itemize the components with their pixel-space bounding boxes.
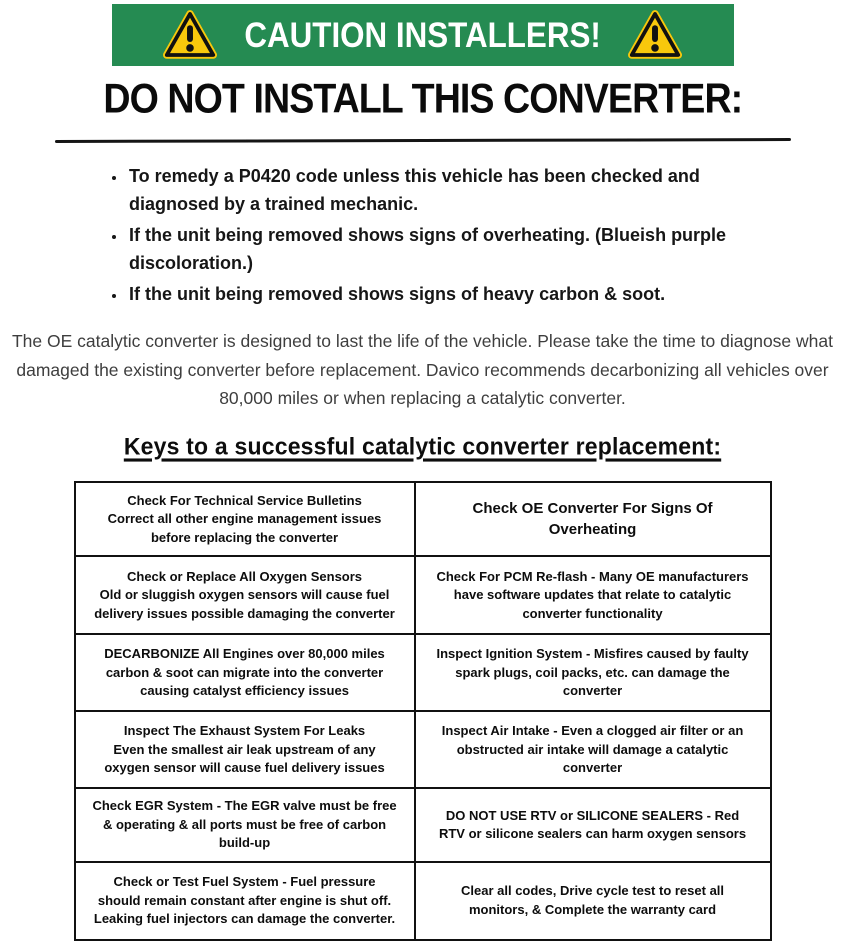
caution-banner bbox=[112, 4, 734, 66]
banner-title: CAUTION INSTALLERS! bbox=[244, 14, 601, 55]
table-cell bbox=[76, 863, 416, 939]
cell-title: Check or Replace All Oxygen Sensors bbox=[126, 568, 363, 584]
page-title: DO NOT INSTALL THIS CONVERTER: bbox=[103, 75, 742, 123]
cell-title: DO NOT USE RTV or SILICONE SEALERS - Red RTV or silicone sealers can harm oxygen sensors bbox=[438, 807, 747, 842]
keys-section-heading: Keys to a successful catalytic converter replacement: bbox=[123, 432, 722, 460]
intro-paragraph: The OE catalytic converter is designed to last the life of the vehicle. Please take the time to diagnose what damaged the existing converter before replacement. Davico recommends decarbonizing all vehicles over 80,000 miles or when replacing a catalytic converter. bbox=[11, 331, 833, 409]
cell-title: Check EGR System - The EGR valve must be free & operating & all ports must be free of carbon build-up bbox=[92, 798, 397, 851]
table-cell bbox=[416, 789, 770, 860]
warning-triangle-icon bbox=[163, 10, 217, 60]
cell-title: DECARBONIZE All Engines over 80,000 miles carbon & soot can migrate into the converter causing catalyst efficiency issues bbox=[104, 646, 385, 699]
bullet-text: If the unit being removed shows signs of overheating. (Blueish purple discoloration.) bbox=[129, 224, 727, 273]
cell-title: Clear all codes, Drive cycle test to reset all monitors, & Complete the warranty card bbox=[461, 883, 725, 917]
flyer-page bbox=[0, 4, 845, 927]
cell-title: Inspect The Exhaust System For Leaks bbox=[123, 723, 366, 739]
table-row bbox=[76, 789, 770, 862]
table-cell bbox=[416, 557, 770, 633]
table-row bbox=[76, 483, 770, 557]
table-cell bbox=[416, 712, 770, 787]
table-cell bbox=[416, 635, 770, 710]
cell-title: Inspect Air Intake - Even a clogged air filter or an obstructed air intake will damage a catalytic converter bbox=[441, 723, 744, 776]
keys-table bbox=[74, 481, 772, 940]
cell-desc: Old or sluggish oxygen sensors will cause fuel delivery issues possible damaging the converter bbox=[94, 587, 395, 621]
cell-title: Inspect Ignition System - Misfires caused by faulty spark plugs, coil packs, etc. can damage the converter bbox=[436, 646, 749, 699]
table-row bbox=[76, 557, 770, 635]
bullet-text: If the unit being removed shows signs of heavy carbon & soot. bbox=[129, 283, 666, 304]
cell-desc: Even the smallest air leak upstream of any oxygen sensor will cause fuel delivery issues bbox=[104, 741, 385, 776]
list-item bbox=[127, 163, 755, 219]
table-cell bbox=[76, 789, 416, 860]
table-row bbox=[76, 712, 770, 789]
table-cell bbox=[76, 483, 416, 555]
list-item bbox=[127, 222, 755, 278]
table-cell bbox=[76, 635, 416, 710]
warning-triangle-icon bbox=[628, 10, 682, 60]
table-cell bbox=[416, 483, 770, 555]
cell-title: Check For PCM Re-flash - Many OE manufacturers have software updates that relate to catalytic converter functionality bbox=[436, 568, 749, 621]
table-row bbox=[76, 863, 770, 939]
cell-title: Check or Test Fuel System - Fuel pressure should remain constant after engine is shut off. Leaking fuel injectors can damage the converter. bbox=[93, 874, 396, 927]
cell-desc: Correct all other engine management issues before replacing the converter bbox=[107, 511, 382, 545]
bullet-text: To remedy a P0420 code unless this vehicle has been checked and diagnosed by a trained mechanic. bbox=[129, 166, 700, 214]
list-item bbox=[127, 281, 755, 309]
cell-title: Check OE Converter For Signs Of Overheating bbox=[472, 500, 713, 539]
divider-line bbox=[54, 138, 790, 143]
table-cell bbox=[416, 863, 770, 939]
cell-title: Check For Technical Service Bulletins bbox=[127, 492, 362, 508]
table-cell bbox=[76, 712, 416, 787]
table-cell bbox=[76, 557, 416, 633]
table-row bbox=[76, 635, 770, 712]
warning-bullet-list bbox=[127, 163, 755, 308]
